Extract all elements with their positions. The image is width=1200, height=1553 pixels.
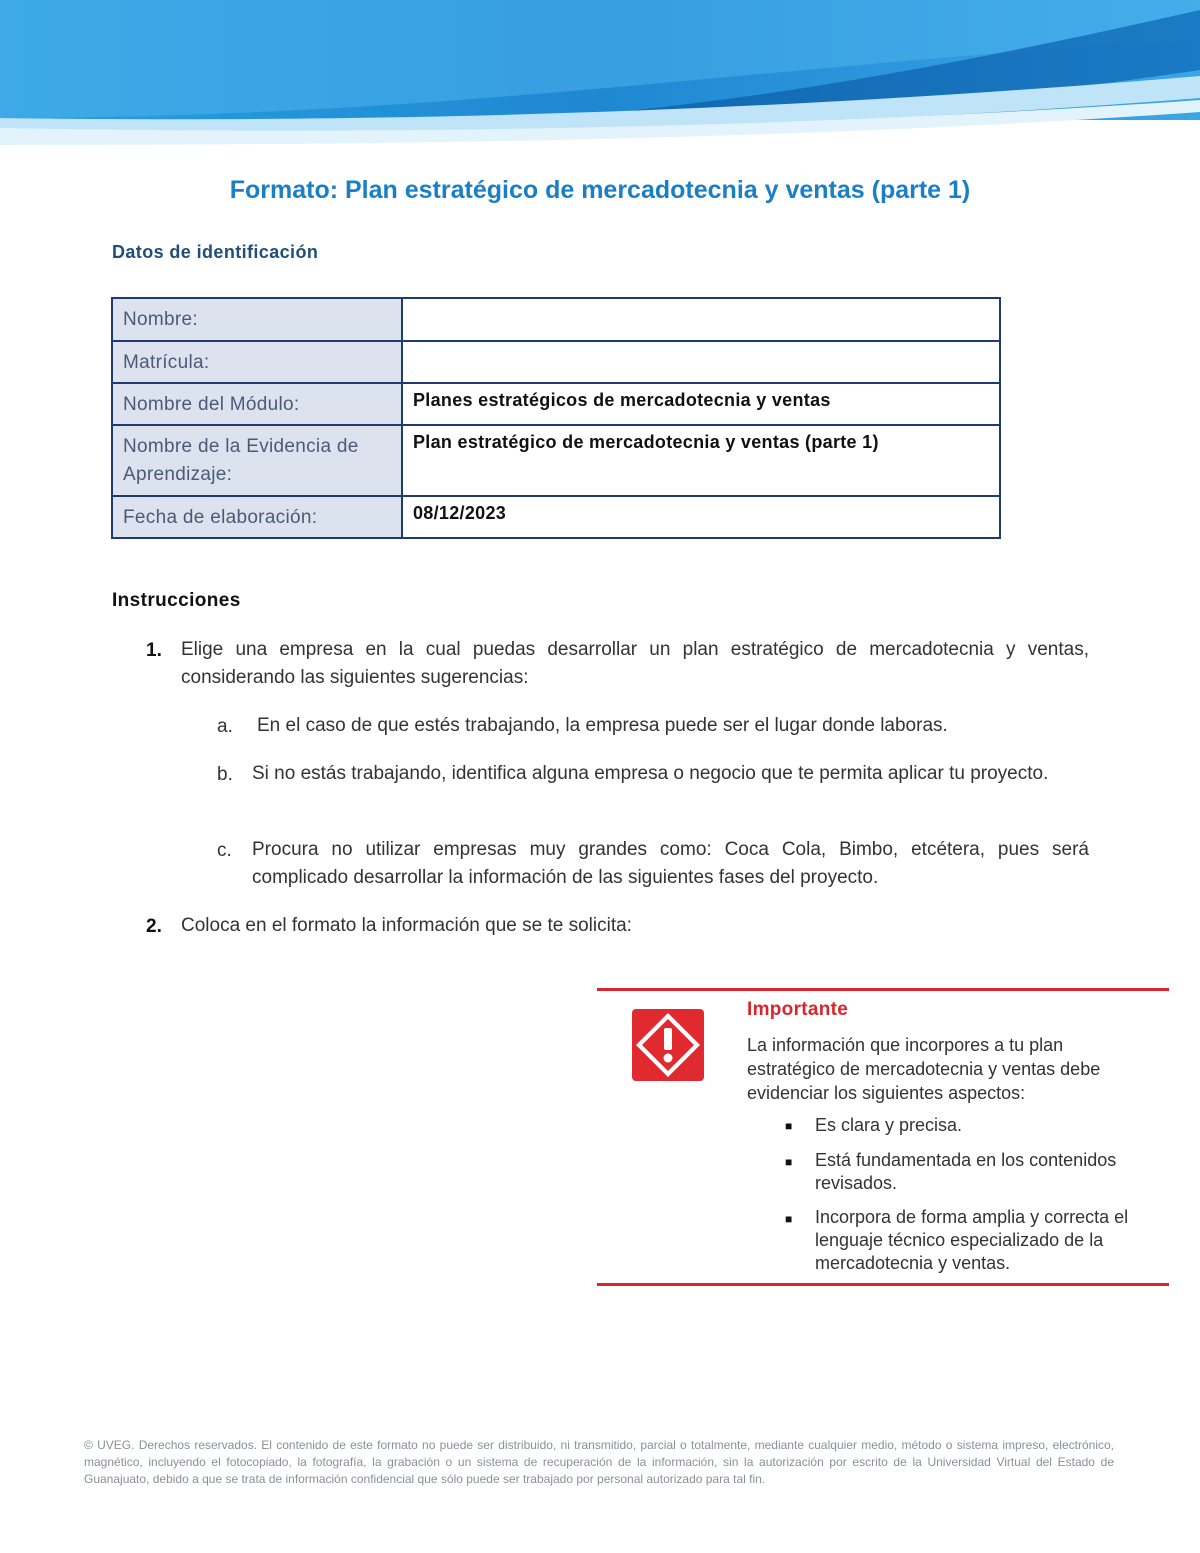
important-text: La información que incorpores a tu plan estratégico de mercadotecnia y ventas debe evidenciar los siguientes aspectos: (747, 1035, 1101, 1103)
date-label: Fecha de elaboración: (112, 496, 402, 538)
instruction-number-1: 1. (146, 640, 162, 661)
name-label: Nombre: (112, 298, 402, 341)
table-row (112, 383, 1000, 425)
enrollment-field[interactable] (402, 341, 1000, 383)
identification-heading: Datos de identificación (112, 242, 319, 262)
subitem-letter-a: a. (217, 716, 233, 737)
header-banner (0, 0, 1200, 145)
table-row (112, 341, 1000, 383)
bullet-marker: ■ (785, 1119, 793, 1133)
bullet-marker: ■ (785, 1212, 793, 1226)
table-row (112, 496, 1000, 538)
instruction-number-2: 2. (146, 916, 162, 937)
module-name-label: Nombre del Módulo: (112, 383, 402, 425)
name-field[interactable] (402, 298, 1000, 341)
table-row (112, 298, 1000, 341)
copyright-footer: © UVEG. Derechos reservados. El contenido de este formato no puede ser distribuido, ni transmitido, parcial o totalmente, mediante cualquier medio, método o sistema impreso, electrónico, magnético, incluyendo el fotocopiado, la fotografía, la grabación o un sistema de recuperación de la información, sin la autorización por escrito de la Universidad Virtual del Estado de Guanajuato, debido a que se trata de información confidencial que sólo puede ser trabajado por personal autorizado para tal fin. (84, 1438, 1114, 1486)
document-title: Formato: Plan estratégico de mercadotecnia y ventas (parte 1) (229, 176, 971, 204)
important-bullet-1: Es clara y precisa. (815, 1115, 963, 1135)
subitem-text-a: En el caso de que estés trabajando, la empresa puede ser el lugar donde laboras. (257, 715, 948, 736)
instructions-heading: Instrucciones (112, 590, 241, 611)
instruction-text-1: Elige una empresa en la cual puedas desarrollar un plan estratégico de mercadotecnia y ventas, considerando las siguientes sugerencias: (181, 639, 1089, 688)
bullet-marker: ■ (785, 1155, 793, 1169)
enrollment-label: Matrícula: (112, 341, 402, 383)
important-bullet-3: Incorpora de forma amplia y correcta el lenguaje técnico especializado de la mercadotecnia y ventas. (815, 1207, 1129, 1273)
date-field[interactable]: 08/12/2023 (402, 496, 1000, 538)
subitem-letter-b: b. (217, 764, 233, 785)
module-name-field[interactable]: Planes estratégicos de mercadotecnia y ventas (402, 383, 1000, 425)
evidence-name-field[interactable]: Plan estratégico de mercadotecnia y ventas (parte 1) (402, 425, 1000, 496)
important-callout (597, 988, 1169, 1286)
subitem-text-c: Procura no utilizar empresas muy grandes como: Coca Cola, Bimbo, etcétera, pues será complicado desarrollar la información de las siguientes fases del proyecto. (252, 839, 1089, 888)
instruction-text-2: Coloca en el formato la información que se te solicita: (181, 915, 632, 936)
identification-table (111, 297, 1001, 539)
subitem-text-b: Si no estás trabajando, identifica alguna empresa o negocio que te permita aplicar tu proyecto. (252, 763, 1049, 784)
table-row (112, 425, 1000, 496)
subitem-letter-c: c. (217, 840, 232, 861)
important-bullet-2: Está fundamentada en los contenidos revisados. (815, 1150, 1117, 1193)
warning-icon (631, 1008, 705, 1082)
evidence-name-label: Nombre de la Evidencia de Aprendizaje: (112, 425, 402, 496)
important-title: Importante (747, 999, 849, 1020)
